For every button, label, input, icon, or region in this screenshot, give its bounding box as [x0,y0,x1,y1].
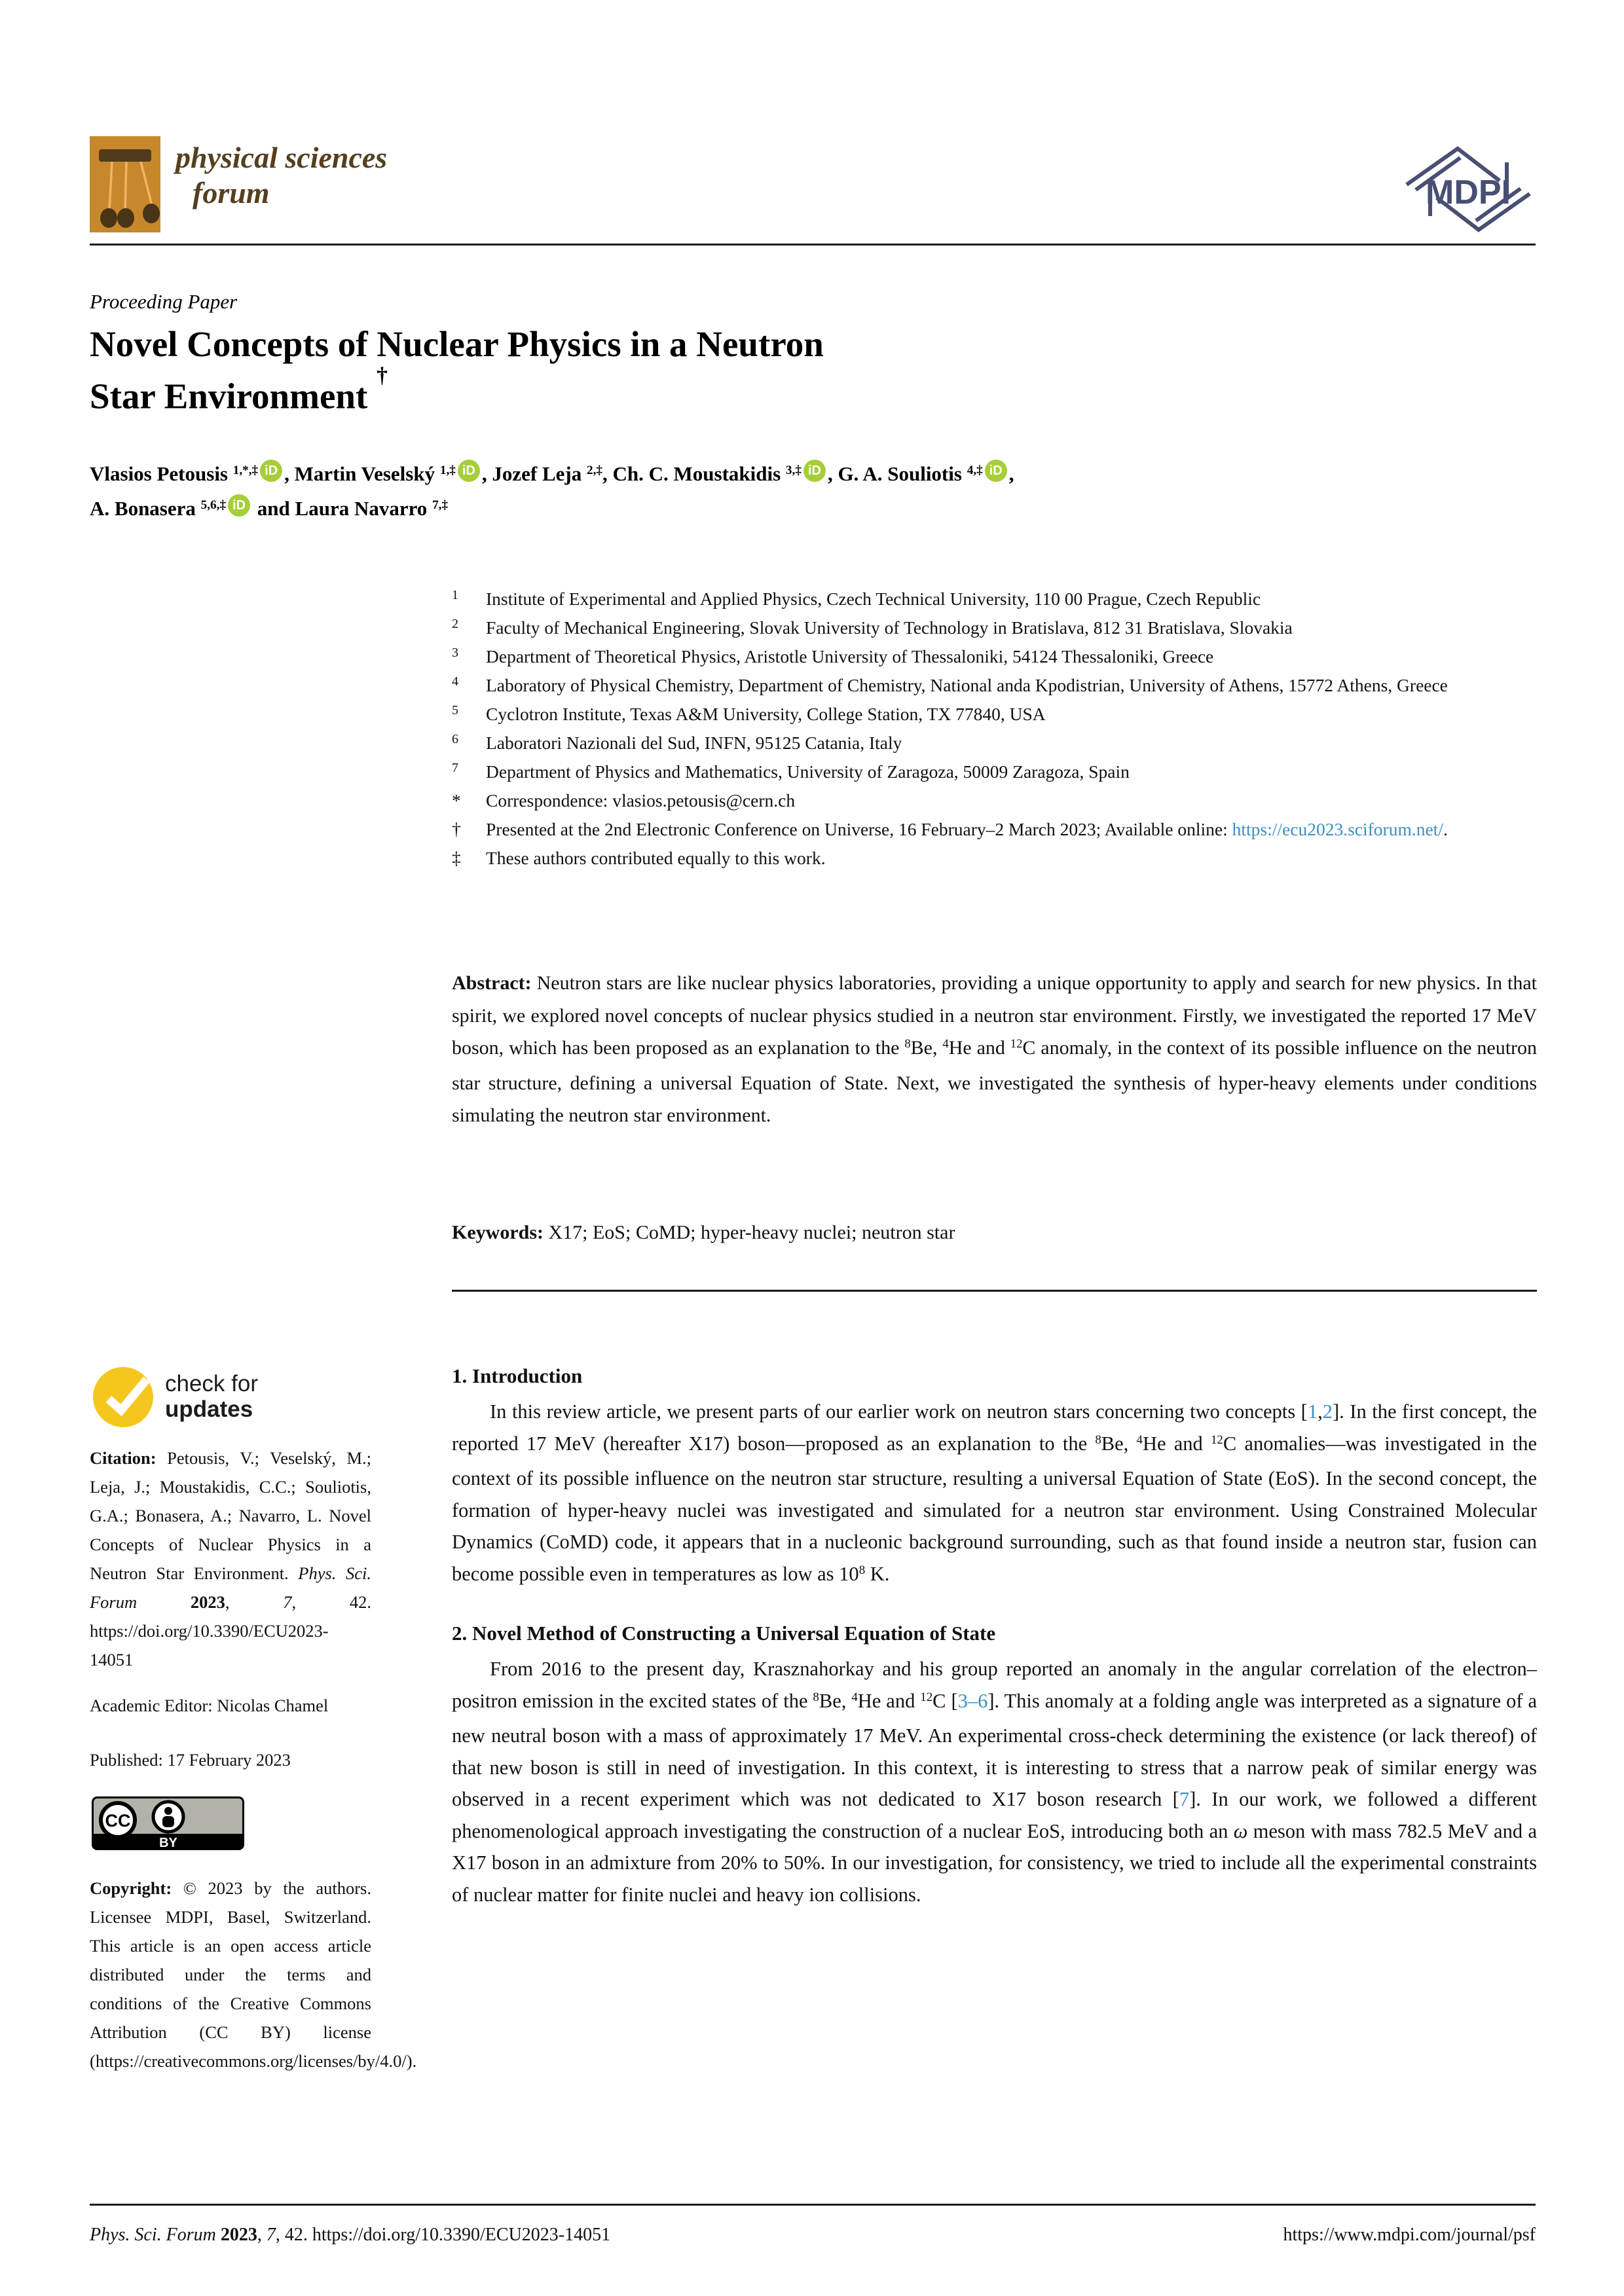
text: Institute of Experimental and Applied Physics, Czech Technical University, 110 00 Prague, Czech Republic [486,589,1261,609]
text: C anomaly, in the context of its possible influence on the neutron star structure, defining a universal Equation of State. Next, we investigated the synthesis of hyper-heavy elements under conditions simulating the neutron star environment. [452,1037,1538,1126]
introduction-paragraph [452,1396,1537,1593]
copyright-block [90,1874,417,2075]
text: K. [865,1562,890,1585]
text: , Jozef Leja [481,462,587,485]
affiliation-marker: 4 [452,674,458,689]
link[interactable]: 7 [1179,1788,1190,1810]
title-line1: Novel Concepts of Nuclear Physics in a Neutron [90,324,824,364]
superscript: 4 [851,1690,858,1704]
affiliation-text [486,671,1537,700]
affiliation-marker: 2 [452,617,458,631]
affiliation-marker: 1 [452,588,458,602]
superscript: 3,‡ [785,464,802,478]
text: , [1008,462,1014,485]
bold-text: Keywords: [452,1222,549,1243]
text: Vlasios Petousis [90,462,233,485]
affiliation-row [452,671,1537,700]
text: Be, [910,1037,943,1059]
text: Department of Theoretical Physics, Aristotle University of Thessaloniki, 54124 Thessaloniki, Greece [486,646,1214,666]
newtons-cradle-icon [90,136,160,232]
affiliation-row [452,613,1537,642]
bold-text: Citation: [90,1448,168,1468]
check-for-updates-label: check for updates [165,1371,258,1422]
superscript: 8 [858,1563,866,1577]
orcid-icon[interactable]: iD [803,460,826,482]
link[interactable]: 3–6 [957,1689,988,1712]
orcid-icon[interactable]: iD [260,460,282,482]
affiliation-text [486,700,1537,729]
article-body [452,1360,1537,1910]
correspondence-text [486,786,1537,815]
superscript: 7,‡ [432,498,449,513]
superscript: 8 [904,1037,911,1051]
italic-text: 7 [283,1592,292,1612]
academic-editor [90,1692,371,1719]
text: , [1318,1400,1323,1423]
text: Faculty of Mechanical Engineering, Slovak University of Technology in Bratislava, 812 31 Bratislava, Slovakia [486,617,1293,638]
text: , G. A. Souliotis [827,462,967,485]
text: Be, [1101,1432,1137,1455]
journal-name-line2: forum [193,176,270,210]
text: . [1443,819,1448,839]
affiliation-text [486,613,1537,642]
text: Cyclotron Institute, Texas A&M University, College Station, TX 77840, USA [486,704,1046,724]
superscript: 12 [1210,1432,1223,1447]
superscript: 12 [920,1690,933,1704]
superscript: 1,*,‡ [232,464,259,478]
affiliation-text [486,585,1537,613]
orcid-icon[interactable]: iD [985,460,1007,482]
footer-divider [90,2204,1536,2206]
section-heading-method: 2. Novel Method of Constructing a Universal Equation of State [452,1622,996,1645]
superscript: 5,6,‡ [200,498,227,513]
link[interactable]: 2 [1322,1400,1333,1423]
check-for-updates-badge[interactable] [92,1365,258,1428]
journal-name-line1: physical sciences [175,141,388,174]
page-title [90,322,1334,418]
text: Published: 17 February 2023 [90,1750,291,1770]
affiliation-marker: † [452,819,461,839]
affiliation-text [486,757,1537,786]
abstract [452,967,1537,1132]
text: He and [948,1037,1010,1059]
text: , Martin Veselský [284,462,440,485]
orcid-icon[interactable]: iD [458,460,480,482]
affiliation-marker: * [452,790,461,811]
text: Presented at the 2nd Electronic Conference on Universe, 16 February–2 March 2023; Available online: [486,819,1232,839]
footer-citation [90,2225,610,2246]
text: Be, [819,1689,852,1712]
cc-by-license-badge[interactable] [92,1796,244,1850]
affiliation-marker: 5 [452,703,458,718]
presented-note-text [486,815,1537,844]
bold-text: Copyright: [90,1878,183,1898]
text: ]. This anomaly at a folding angle was interpreted as a signature of a new neutral boson with a mass of approximately 17 MeV. An experimental cross-check determining the existence (or lack thereof) of that new boson is still in need of investigation. In this context, it is interesting to stress that a narrow peak of similar energy was observed in a recent experiment which was not dedicated to X17 boson research [ [452,1689,1537,1810]
text: ]. In our work, we followed a different phenomenological approach investigating the construction of a nuclear EoS, introducing both an [452,1788,1537,1842]
crossmark-icon [92,1365,155,1428]
text: ]. In the first concept, the reported 17 MeV (hereafter X17) boson—proposed as an explanation to the [452,1400,1537,1455]
text: Laboratory of Physical Chemistry, Department of Chemistry, National anda Kpodistrian, University of Athens, 15772 Athens, Greece [486,675,1448,695]
affiliation-row [452,757,1537,786]
text: These authors contributed equally to this work. [486,848,826,868]
text: Neutron stars are like nuclear physics laboratories, providing a unique opportunity to apply and search for new physics. In that spirit, we explored novel concepts of nuclear physics studied in a neutron star environment. Firstly, we investigated the reported 17 MeV boson, which has been proposed as an explanation to the [452,972,1537,1059]
text: A. Bonasera [90,497,201,520]
published-date [90,1747,371,1773]
authors-line2 [90,493,1537,528]
title-line2: Star Environment † [90,363,388,416]
text: Department of Physics and Mathematics, University of Zaragoza, 50009 Zaragoza, Spain [486,761,1130,782]
cc-by-icon [92,1796,244,1850]
orcid-icon[interactable]: iD [228,494,250,517]
text: In this review article, we present parts of our earlier work on neutron stars concerning two concepts [ [490,1400,1308,1423]
text: and Laura Navarro [252,497,433,520]
equal-contribution-row [452,844,1537,873]
journal-wordmark [175,140,387,211]
affiliation-marker: 3 [452,646,458,660]
text: , [225,1592,284,1612]
affiliation-marker: 7 [452,761,458,775]
superscript: 1,‡ [439,464,456,478]
text: © 2023 by the authors. Licensee MDPI, Basel, Switzerland. This article is an open access article distributed under the terms and conditions of the Creative Commons Attribution (CC BY) license (https://creativecommons.org/licenses/by/4.0/). [90,1878,417,2071]
affiliation-list [452,585,1537,873]
keywords [452,1222,1537,1244]
author-list [90,458,1537,528]
superscript: 8 [813,1690,819,1704]
text: Laboratori Nazionali del Sud, INFN, 95125 Catania, Italy [486,733,902,753]
presented-note-row [452,815,1537,844]
italic-text: Phys. Sci. Forum [90,2225,221,2245]
link[interactable]: https://ecu2023.sciforum.net/ [1232,819,1443,839]
affiliation-row [452,700,1537,729]
bold-text: 2023 [190,1592,225,1612]
affiliation-row [452,729,1537,757]
article-type: Proceeding Paper [90,290,238,313]
title-dagger: † [377,363,388,388]
superscript: 4 [942,1037,949,1051]
affiliation-row [452,642,1537,671]
superscript: 4,‡ [967,464,983,478]
footer-journal-url[interactable] [1283,2225,1536,2246]
by-label: BY [159,1836,177,1850]
affiliation-text [486,642,1537,671]
text: Correspondence: vlasios.petousis@cern.ch [486,790,796,811]
text: From 2016 to the present day, Krasznahorkay and his group reported an anomaly in the angular correlation of the electron–positron emission in the excited states of the [452,1658,1537,1712]
superscript: 8 [1095,1432,1101,1447]
correspondence-row [452,786,1537,815]
text: , [257,2225,267,2245]
header-divider [90,244,1536,246]
equal-contribution-text [486,844,1537,873]
citation-block [90,1444,371,1674]
text: https://www.mdpi.com/journal/psf [1283,2225,1536,2245]
bold-text: Abstract: [452,972,537,994]
superscript: 2,‡ [586,464,602,478]
italic-text: ω [1233,1819,1248,1842]
keywords-divider [452,1290,1537,1292]
mdpi-label: MDPI [1426,173,1511,211]
affiliation-text [486,729,1537,757]
text: He and [857,1689,921,1712]
affiliation-marker: 6 [452,732,458,746]
italic-text: Phys. Sci. Forum [90,1563,372,1612]
link[interactable]: 1 [1307,1400,1318,1423]
italic-text: 7 [266,2225,276,2245]
bold-text: 2023 [220,2225,257,2245]
text: , 42. https://doi.org/10.3390/ECU2023-14051 [275,2225,611,2245]
text: meson with mass 782.5 MeV and a X17 boson in an admixture from 20% to 50%. In our investigation, for consistency, we tried to include all the experimental constraints of nuclear matter for finite nuclei and heavy ion collisions. [452,1819,1537,1906]
text: Petousis, V.; Veselský, M.; Leja, J.; Moustakidis, C.C.; Souliotis, G.A.; Bonasera, A.; Navarro, L. Novel Concepts of Nuclear Physics in a Neutron Star Environment. [90,1448,371,1583]
section-heading-introduction: 1. Introduction [452,1364,583,1387]
journal-logo-icon [90,136,160,232]
superscript: 4 [1136,1432,1143,1447]
text: , Ch. C. Moustakidis [602,462,786,485]
mdpi-logo[interactable] [1400,143,1536,236]
text: , 42. https://doi.org/10.3390/ECU2023-14051 [90,1592,372,1669]
text: C anomalies—was investigated in the context of its possible influence on the neutron star structure, resulting a universal Equation of State (EoS). In the second concept, the formation of hyper-heavy nuclei was investigated and simulated for a neutron star environment. Using Constrained Molecular Dynamics (CoMD) code, it appears that in a nucleonic background surrounding, such as that found inside a neutron star, fusion can become possible even in temperatures as low as 10 [452,1432,1537,1585]
text: He and [1142,1432,1211,1455]
superscript: 12 [1010,1037,1023,1051]
text: C [ [932,1689,958,1712]
method-paragraph [452,1653,1537,1910]
mdpi-hexagon-icon [1400,143,1536,236]
authors-line1 [90,458,1537,493]
affiliation-row [452,585,1537,613]
affiliation-marker: ‡ [452,848,461,868]
text: Academic Editor: Nicolas Chamel [90,1696,329,1715]
cc-label: CC [105,1811,131,1831]
text: X17; EoS; CoMD; hyper-heavy nuclei; neutron star [548,1222,955,1243]
